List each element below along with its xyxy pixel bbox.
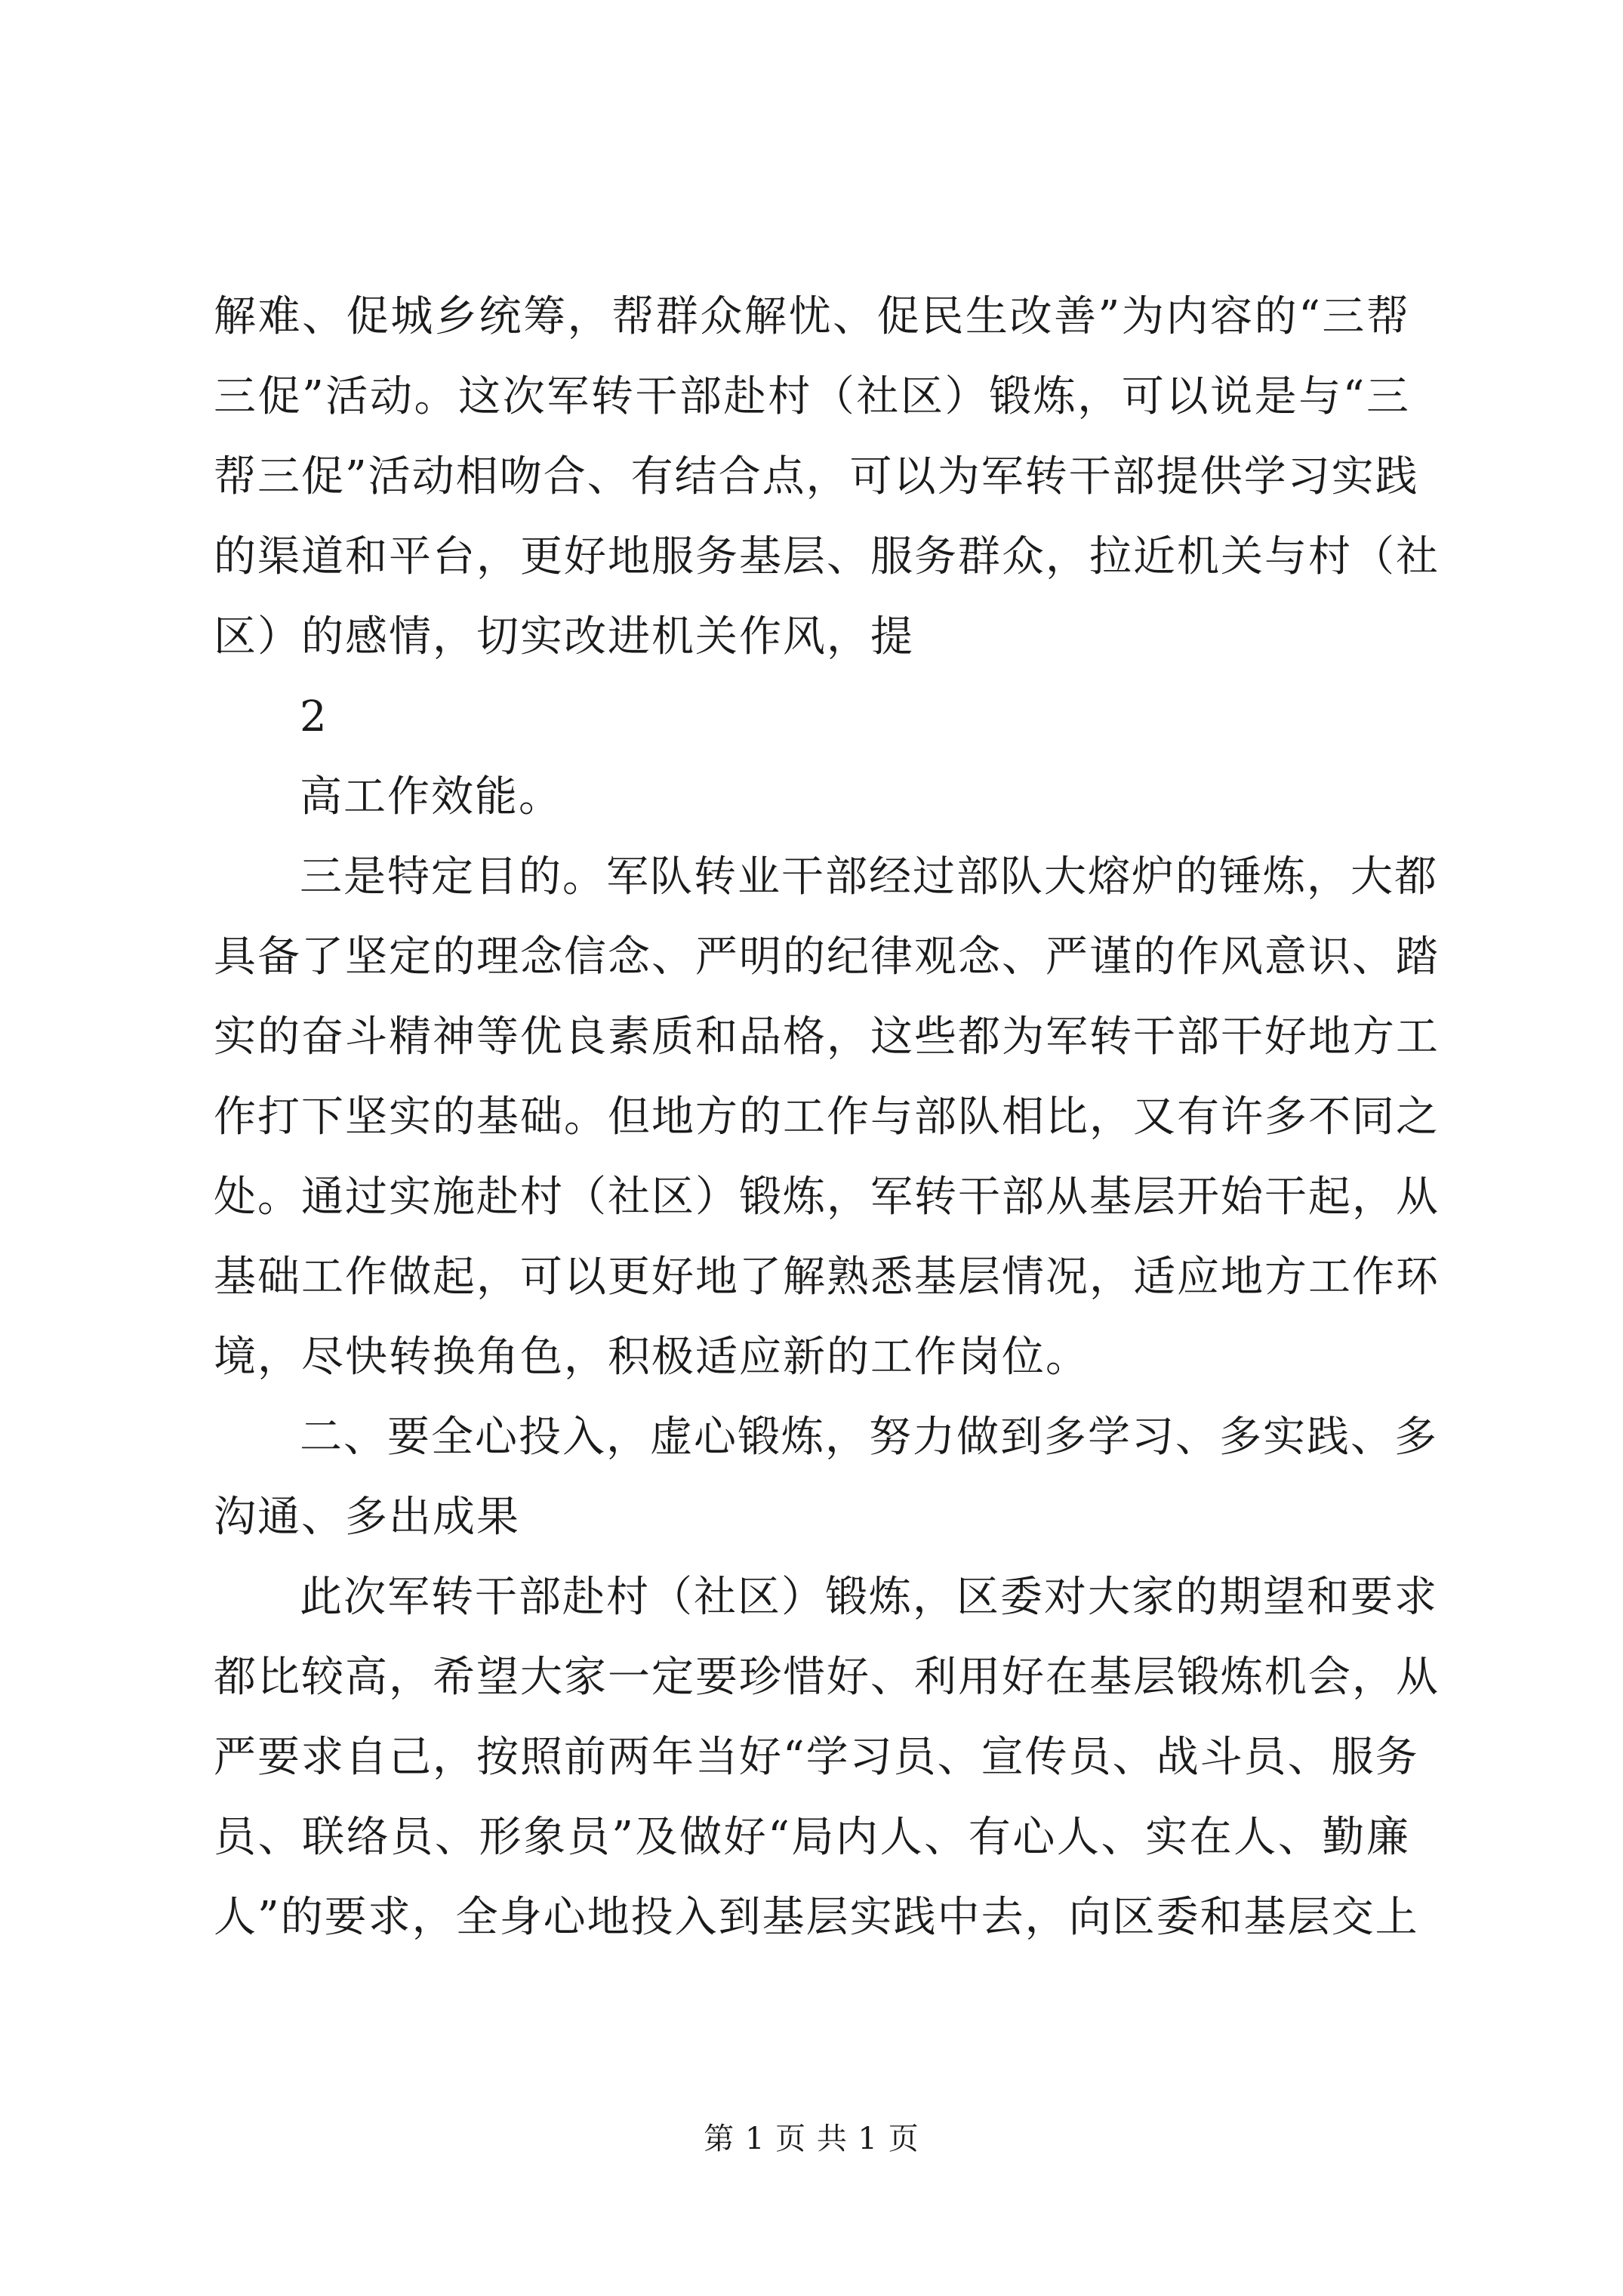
text-line: 的渠道和平台，更好地服务基层、服务群众，拉近机关与村（社 [214, 532, 1440, 581]
page-number-inline: 2 [300, 692, 328, 741]
text-line: 处。通过实施赴村（社区）锻炼，军转干部从基层开始干起，从 [214, 1173, 1440, 1222]
text-line: 解难、促城乡统筹，帮群众解忧、促民生改善”为内容的“三帮 [214, 292, 1410, 341]
text-line: 严要求自己，按照前两年当好“学习员、宣传员、战斗员、服务 [214, 1733, 1419, 1782]
text-line: 三促”活动。这次军转干部赴村（社区）锻炼，可以说是与“三 [214, 372, 1410, 421]
text-line: 人”的要求，全身心地投入到基层实践中去，向区委和基层交上 [214, 1893, 1419, 1942]
text-line: 区）的感情，切实改进机关作风，提 [214, 612, 914, 661]
text-line: 基础工作做起，可以更好地了解熟悉基层情况，适应地方工作环 [214, 1253, 1440, 1302]
text-line: 员、联络员、形象员”及做好“局内人、有心人、实在人、勤廉 [214, 1813, 1410, 1862]
text-line: 作打下坚实的基础。但地方的工作与部队相比，又有许多不同之 [214, 1093, 1440, 1142]
text-line: 高工作效能。 [300, 772, 562, 821]
text-line: 三是特定目的。军队转业干部经过部队大熔炉的锤炼，大都 [300, 852, 1438, 901]
text-line: 境，尽快转换角色，积极适应新的工作岗位。 [214, 1333, 1089, 1382]
page-footer: 第 1 页 共 1 页 [704, 2122, 919, 2156]
section-heading: 二、要全心投入，虚心锻炼，努力做到多学习、多实践、多 [300, 1413, 1438, 1462]
text-line: 此次军转干部赴村（社区）锻炼，区委对大家的期望和要求 [300, 1573, 1438, 1622]
text-line: 实的奋斗精神等优良素质和品格，这些都为军转干部干好地方工 [214, 1012, 1440, 1062]
text-line: 都比较高，希望大家一定要珍惜好、利用好在基层锻炼机会，从 [214, 1653, 1440, 1702]
text-line: 帮三促”活动相吻合、有结合点，可以为军转干部提供学习实践 [214, 452, 1419, 501]
text-line: 具备了坚定的理念信念、严明的纪律观念、严谨的作风意识、踏 [214, 932, 1440, 982]
section-heading: 沟通、多出成果 [214, 1493, 520, 1542]
